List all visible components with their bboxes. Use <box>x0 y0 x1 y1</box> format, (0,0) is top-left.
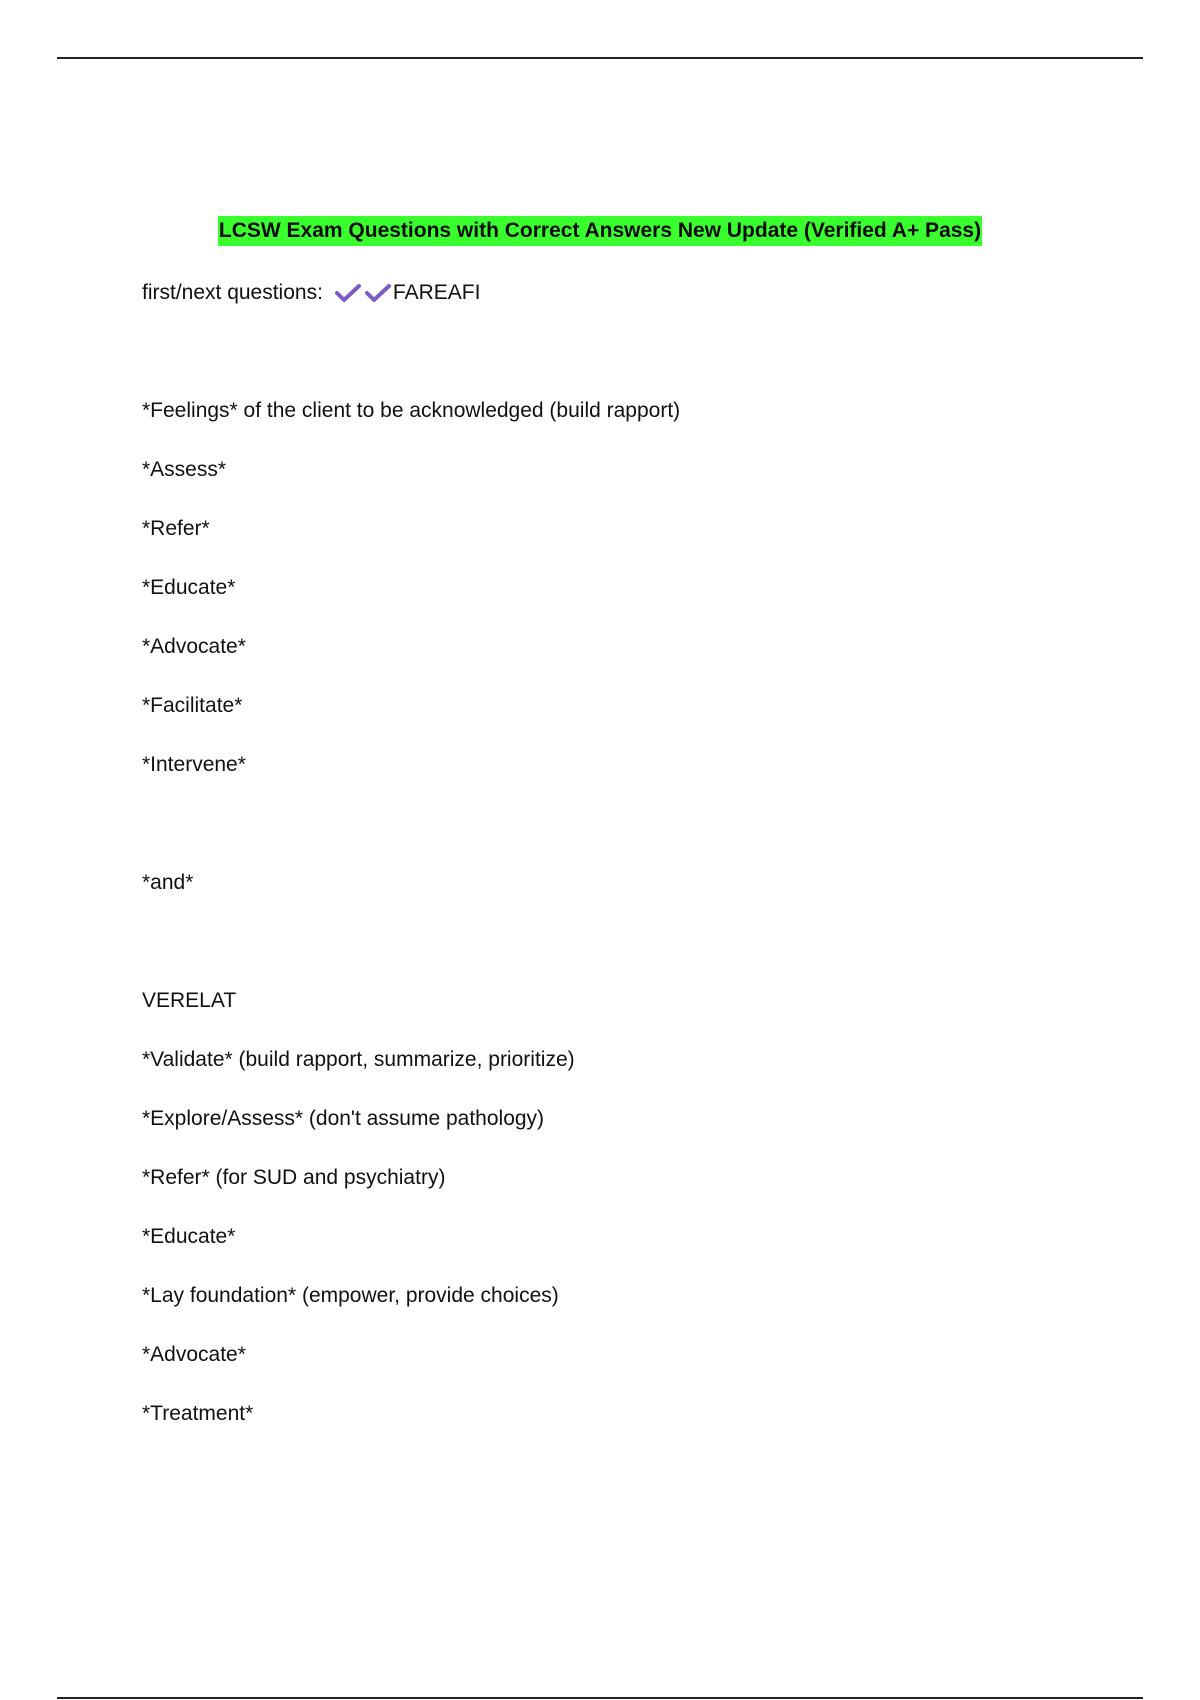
list-item: *Educate* <box>142 1225 236 1248</box>
document-title: LCSW Exam Questions with Correct Answers New Update (Verified A+ Pass) <box>218 216 982 246</box>
list-item: *Advocate* <box>142 1343 246 1366</box>
list-item: *Educate* <box>142 576 236 599</box>
mnemonic-verelat: VERELAT <box>142 989 237 1012</box>
intro-prompt: first/next questions: <box>142 281 323 304</box>
list-item: *Intervene* <box>142 753 246 776</box>
list-item: *Refer* <box>142 517 210 540</box>
list-item: *Validate* (build rapport, summarize, prioritize) <box>142 1048 575 1071</box>
header-rule <box>57 57 1143 59</box>
intro-line <box>142 279 480 307</box>
title-container <box>0 216 1200 246</box>
list-item: *Treatment* <box>142 1402 254 1425</box>
check-icon <box>335 283 361 303</box>
mnemonic-fareafi: FAREAFI <box>392 281 481 304</box>
list-item: *Explore/Assess* (don't assume pathology) <box>142 1107 545 1130</box>
footer-rule <box>57 1697 1143 1699</box>
check-icon <box>365 283 391 303</box>
list-item: *Assess* <box>142 458 227 481</box>
list-item: *Feelings* of the client to be acknowledged (build rapport) <box>142 399 681 422</box>
list-item: *Advocate* <box>142 635 246 658</box>
list-item: *Facilitate* <box>142 694 243 717</box>
list-item: *Refer* (for SUD and psychiatry) <box>142 1166 446 1189</box>
list-item: *Lay foundation* (empower, provide choices) <box>142 1284 559 1307</box>
connector-text: *and* <box>142 871 194 894</box>
